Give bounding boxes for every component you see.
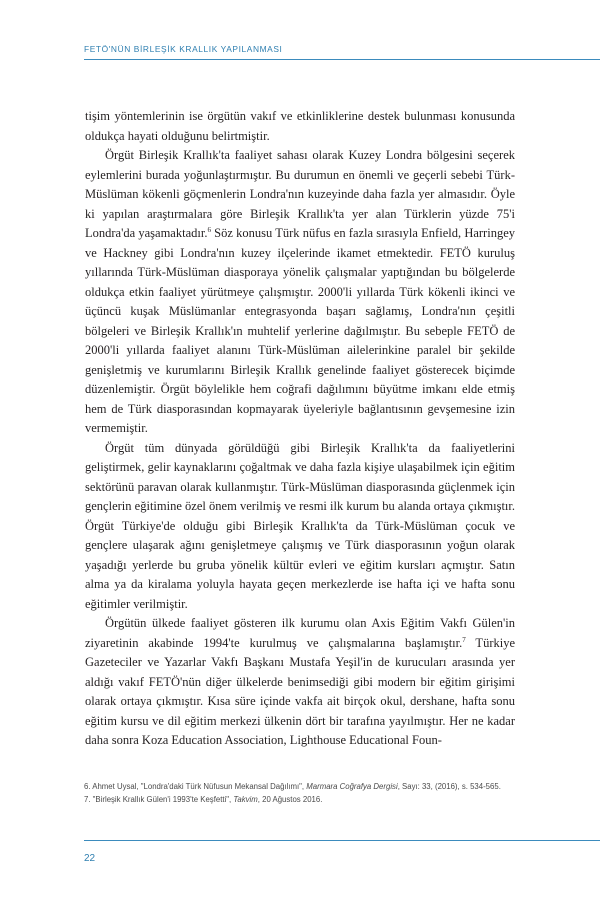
paragraph-1: tişim yöntemlerinin ise örgütün vakıf ve etkinliklerine destek bulunması konusunda oldukça hayati olduğunu belirtmiştir. [85, 109, 515, 143]
paragraph-2-part-a: Örgüt Birleşik Krallık'ta faaliyet sahası olarak Kuzey Londra bölgesini seçerek eylemlerini burada yoğunlaştırmıştır. Bu durumun en önemli ve geçerli sebebi Türk-Müslüman kökenli göçmenlerin Londra'nın kuzeyinde daha fazla yer almasıdır. Öyle ki yapılan araştırmalara göre Birleşik Krallık'ta yer alan Türklerin yüzde 75'i Londra'da yaşamaktadır. [85, 148, 515, 240]
paragraph-3: Örgüt tüm dünyada görüldüğü gibi Birleşik Krallık'ta da faaliyetlerini geliştirmek, gelir kaynaklarını çoğaltmak ve daha fazla kişiye ulaşabilmek için eğitim sektörünü paravan olarak kullanmıştır. Türk-Müslüman diasporasında güçlenmek için gençlerin eğitimine özel önem verilmiş ve resmi ilk kurum bu alanda ortaya çıkmıştır. Örgüt Türkiye'de olduğu gibi Birleşik Krallık'ta da Türk-Müslüman çocuk ve gençlere ulaşarak ağını genişletmeye çalışmış ve Türk diasporasının yoğun olarak yaşadığı yerlerde bu gruba yönelik kültür evleri ve eğitim kursları açmıştır. Satın alma ya da kiralama yoluyla hayata geçen merkezlerde ise hafta içi ve hafta sonu eğitimler verilmiştir. [85, 440, 515, 611]
footnote-6 [84, 782, 524, 792]
footnote-ref-6[interactable]: 6 [207, 225, 211, 234]
footnote-6-text: 6. Ahmet Uysal, "Londra'daki Türk Nüfusun Mekansal Dağılımı", [84, 782, 307, 791]
footnote-7-details: , 20 Ağustos 2016. [257, 795, 323, 805]
body-text [85, 107, 515, 751]
footnote-7-source: Takvim [233, 795, 258, 805]
page-number: 22 [84, 853, 96, 864]
footnote-7-text: 7. "Birleşik Krallık Gülen'i 1993'te Keşfetti", [84, 795, 234, 805]
footnote-6-details: , Sayı: 33, (2016), s. 534-565. [397, 782, 501, 791]
footnote-7 [84, 795, 524, 805]
footnotes [84, 782, 524, 809]
footnote-6-journal: Marmara Coğrafya Dergisi [306, 782, 398, 791]
paragraph-4-part-a: Örgütün ülkede faaliyet gösteren ilk kurumu olan Axis Eğitim Vakfı Gülen'in ziyaretinin akabinde 1994'te kurulmuş ve çalışmalarına başlamıştır. [85, 616, 515, 650]
paragraph-4-part-b: Türkiye Gazeteciler ve Yazarlar Vakfı Başkanı Mustafa Yeşil'in de kurucuları arasında yer aldığı vakıf FETÖ'nün diğer ülkelerde benimsediği gibi modern bir eğitim girişimi olarak ortaya çıkmıştır. Kısa süre içinde vakfa ait birçok okul, dershane, hafta sonu eğitim kursu ve dil eğitim merkezi ülkenin dört bir tarafına yayılmıştır. Her ne kadar daha sonra Koza Education Association, Lighthouse Educational Foun- [85, 635, 516, 747]
running-header: FETÖ'NÜN BİRLEŞİK KRALLIK YAPILANMASI [84, 44, 283, 54]
footnote-ref-7[interactable]: 7 [462, 635, 466, 644]
paragraph-2 [85, 146, 515, 439]
footer-divider [84, 840, 600, 841]
header-divider [84, 59, 600, 60]
paragraph-4 [85, 614, 515, 751]
paragraph-2-part-b: Söz konusu Türk nüfus en fazla sırasıyla Enfield, Harringey ve Hackney gibi Londra'nın kuzey ilçelerinde ikamet etmektedir. FETÖ kuruluş yıllarında Türk-Müslüman diasporaya yönelik çalışmalar yaptığından bu bölgelerde oldukça etkin faaliyet yürütmeye çalışmıştır. 2000'li yıllarda Türk kökenli ikinci ve üçüncü kuşak Müslümanlar entegrasyonda başarı sağlamış, Londra'nın çeşitli bölgeleri ve Birleşik Krallık'ın muhtelif yerlerine dağılmıştır. Bu sebeple FETÖ de 2000'li yıllarda faaliyet alanını Türk-Müslüman ailelerinkine paralel bir şekilde genişletmiş ve kurumlarını Birleşik Krallık genelinde faaliyet gösterecek biçimde düzenlemiştir. Örgüt böylelikle hem coğrafi dağılımını büyütme imkanı elde etmiş hem de Türk diasporasından kopmayarak üyeleriyle bağlantısının gevşemesine izin vermemiştir. [85, 226, 515, 435]
